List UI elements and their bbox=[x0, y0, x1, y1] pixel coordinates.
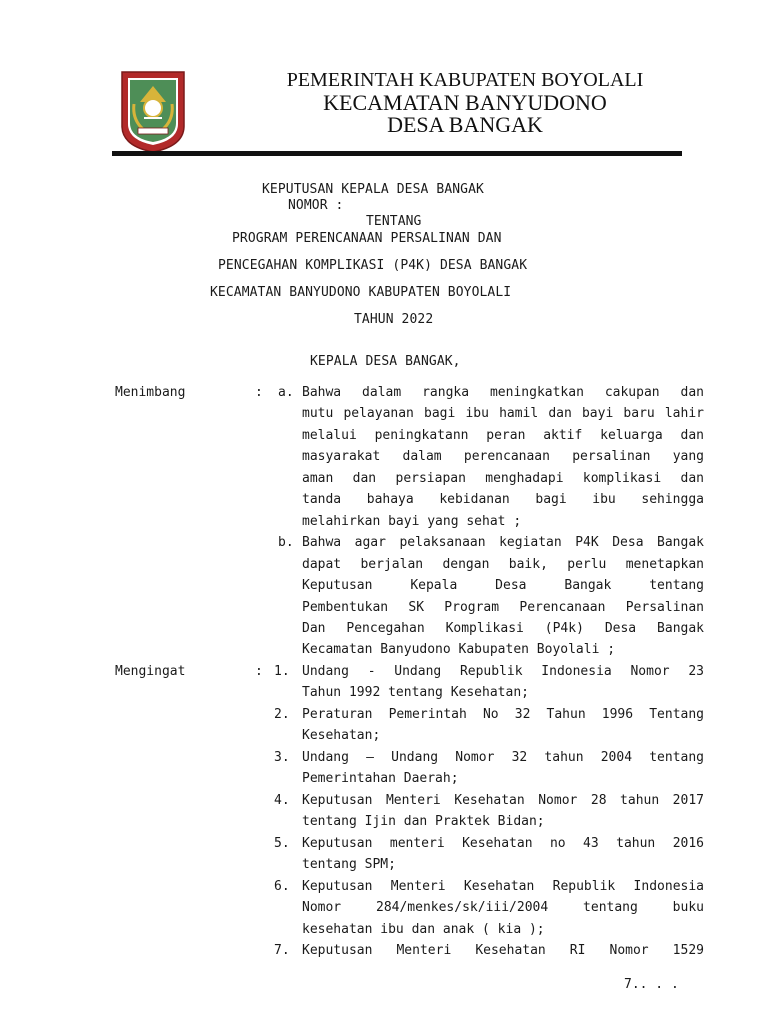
mengingat-4-line: tentang Ijin dan Praktek Bidan; bbox=[302, 814, 545, 829]
decree-subject-line-2: PENCEGAHAN KOMPLIKASI (P4K) DESA BANGAK bbox=[218, 258, 528, 273]
menimbang-a-line: melahirkan bayi yang sehat ; bbox=[302, 514, 522, 529]
menimbang-marker-b: b. bbox=[278, 535, 294, 550]
decree-about: TENTANG bbox=[366, 214, 422, 229]
decree-year: TAHUN 2022 bbox=[354, 312, 434, 327]
menimbang-b-line: Keputusan Kepala Desa Bangak tentang bbox=[302, 578, 704, 593]
mengingat-1-line: Tahun 1992 tentang Kesehatan; bbox=[302, 685, 529, 700]
menimbang-colon: : bbox=[255, 385, 263, 400]
decree-subject-line-3: KECAMATAN BANYUDONO KABUPATEN BOYOLALI bbox=[210, 285, 512, 300]
menimbang-marker-a: a. bbox=[278, 385, 294, 400]
letterhead-district: KECAMATAN BANYUDONO bbox=[323, 90, 607, 115]
mengingat-marker-4: 4. bbox=[274, 793, 290, 808]
mengingat-2-line: Peraturan Pemerintah No 32 Tahun 1996 Tentang bbox=[302, 707, 704, 722]
mengingat-5-line: Keputusan menteri Kesehatan no 43 tahun 2016 bbox=[302, 836, 704, 851]
letterhead-village: DESA BANGAK bbox=[387, 112, 543, 137]
mengingat-marker-6: 6. bbox=[274, 879, 290, 894]
menimbang-a-line: melalui peningkatann peran aktif keluarga dan bbox=[302, 428, 704, 443]
decree-number: NOMOR : bbox=[288, 198, 344, 213]
menimbang-a-line: aman dan persiapan menghadapi komplikasi dan bbox=[302, 471, 704, 486]
menimbang-a-line: mutu pelayanan bagi ibu hamil dan bayi baru lahir bbox=[302, 406, 704, 421]
menimbang-label: Menimbang bbox=[115, 385, 186, 400]
mengingat-6-line: kesehatan ibu dan anak ( kia ); bbox=[302, 922, 545, 937]
decree-subject-line-1: PROGRAM PERENCANAAN PERSALINAN DAN bbox=[232, 231, 502, 246]
menimbang-b-line: Pembentukan SK Program Perencanaan Persalinan bbox=[302, 600, 704, 615]
letterhead-divider bbox=[112, 151, 682, 156]
letterhead-government: PEMERINTAH KABUPATEN BOYOLALI bbox=[286, 69, 644, 91]
mengingat-1-line: Undang - Undang Republik Indonesia Nomor 23 bbox=[302, 664, 704, 679]
menimbang-a-line: masyarakat dalam perencanaan persalinan yang bbox=[302, 449, 704, 464]
mengingat-marker-5: 5. bbox=[274, 836, 290, 851]
mengingat-3-line: Pemerintahan Daerah; bbox=[302, 771, 459, 786]
mengingat-2-line: Kesehatan; bbox=[302, 728, 381, 743]
mengingat-6-line: Nomor 284/menkes/sk/iii/2004 tentang buku bbox=[302, 900, 704, 915]
mengingat-marker-1: 1. bbox=[274, 664, 290, 679]
mengingat-marker-2: 2. bbox=[274, 707, 290, 722]
mengingat-5-line: tentang SPM; bbox=[302, 857, 396, 872]
mengingat-3-line: Undang – Undang Nomor 32 tahun 2004 tentang bbox=[302, 750, 704, 765]
menimbang-b-line: Kecamatan Banyudono Kabupaten Boyolali ; bbox=[302, 642, 616, 657]
menimbang-a-line: tanda bahaya kebidanan bagi ibu sehingga bbox=[302, 492, 704, 507]
menimbang-a-line: Bahwa dalam rangka meningkatkan cakupan dan bbox=[302, 385, 704, 400]
mengingat-marker-7: 7. bbox=[274, 943, 290, 958]
mengingat-label: Mengingat bbox=[115, 664, 186, 679]
menimbang-b-line: Bahwa agar pelaksanaan kegiatan P4K Desa Bangak bbox=[302, 535, 704, 550]
mengingat-marker-3: 3. bbox=[274, 750, 290, 765]
menimbang-b-line: Dan Pencegahan Komplikasi (P4k) Desa Bangak bbox=[302, 621, 704, 636]
menimbang-b-line: dapat berjalan dengan baik, perlu menetapkan bbox=[302, 557, 704, 572]
page-continuation: 7.. . . bbox=[624, 977, 679, 992]
mengingat-6-line: Keputusan Menteri Kesehatan Republik Indonesia bbox=[302, 879, 704, 894]
decree-authority: KEPALA DESA BANGAK, bbox=[310, 354, 461, 369]
mengingat-colon: : bbox=[255, 664, 263, 679]
mengingat-7-line: Keputusan Menteri Kesehatan RI Nomor 1529 bbox=[302, 943, 704, 958]
mengingat-4-line: Keputusan Menteri Kesehatan Nomor 28 tahun 2017 bbox=[302, 793, 704, 808]
decree-title: KEPUTUSAN KEPALA DESA BANGAK bbox=[262, 182, 484, 197]
boyolali-emblem-icon bbox=[120, 70, 186, 154]
